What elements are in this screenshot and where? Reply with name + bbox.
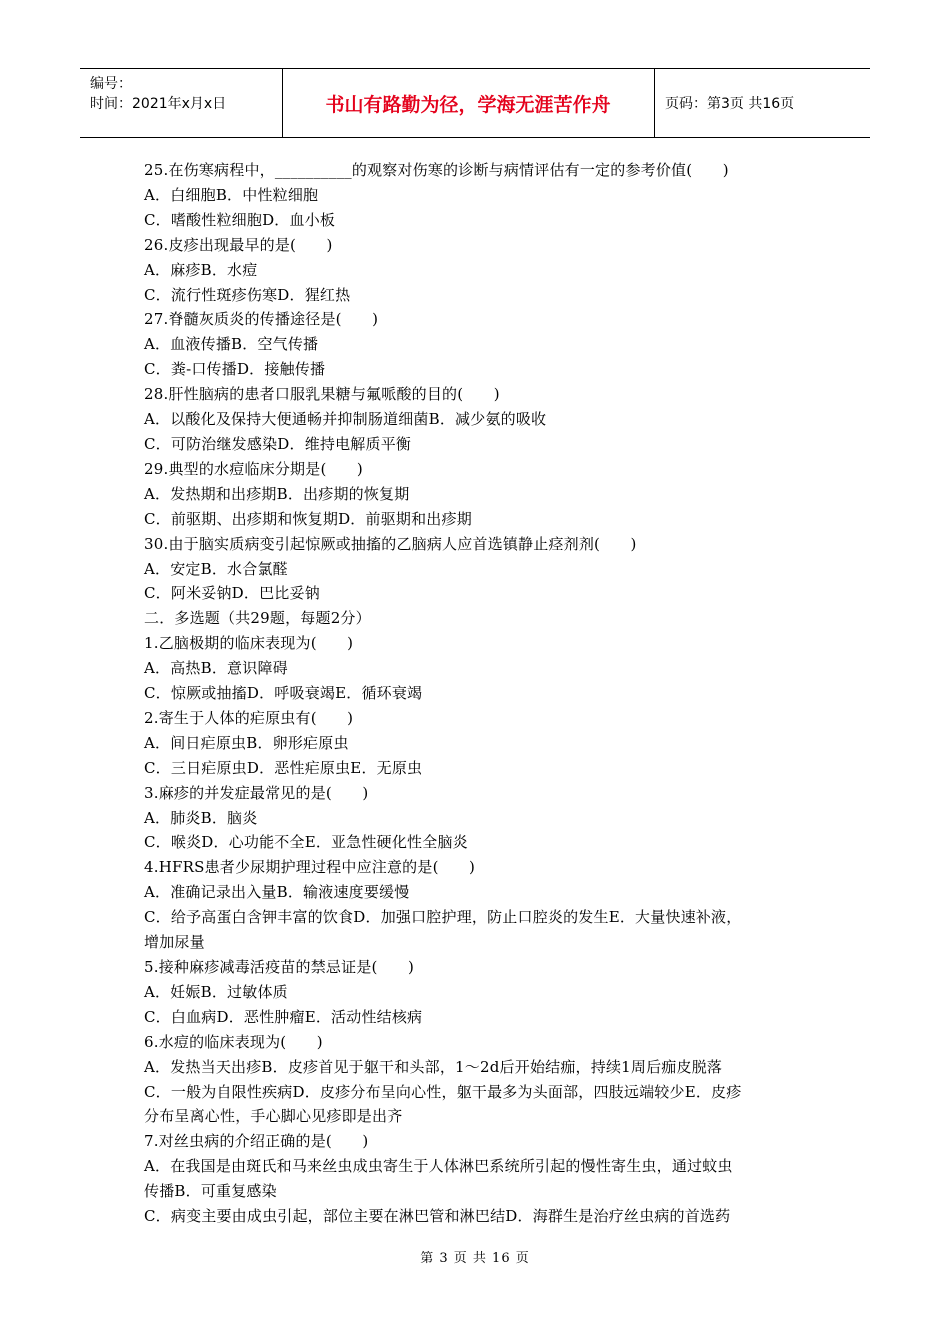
option-line: A．妊娠B．过敏体质 [144, 982, 288, 1001]
header-motto: 书山有路勤为径，学海无涯苦作舟 [282, 69, 655, 137]
time-label: 时间：2021年x月x日 [90, 96, 227, 112]
option-line: A．白细胞B．中性粒细胞 [144, 185, 319, 204]
question-line: 30.由于脑实质病变引起惊厥或抽搐的乙脑病人应首选镇静止痉剂剂( ) [144, 534, 637, 553]
header-page-info: 页码：第3页 共16页 [665, 96, 795, 112]
option-line: C．粪-口传播D．接触传播 [144, 360, 326, 379]
option-line: 分布呈离心性，手心脚心见疹即是出齐 [144, 1107, 403, 1126]
option-line: C．可防治继发感染D．维持电解质平衡 [144, 434, 412, 453]
question-line: 25.在伤寒病程中，__________的观察对伤寒的诊断与病情评估有一定的参考价值( ) [144, 161, 729, 179]
question-line: 29.典型的水痘临床分期是( ) [144, 459, 363, 478]
option-line: A．高热B．意识障碍 [144, 659, 288, 678]
document-body [144, 158, 812, 1229]
question-line: 6.水痘的临床表现为( ) [144, 1032, 323, 1051]
option-line: A．发热期和出疹期B．出疹期的恢复期 [144, 484, 410, 503]
option-line: A．间日疟原虫B．卵形疟原虫 [144, 733, 349, 752]
option-line: 传播B．可重复感染 [144, 1182, 277, 1201]
option-line: C．嗜酸性粒细胞D．血小板 [144, 210, 336, 229]
option-line: C．惊厥或抽搐D．呼吸衰竭E．循环衰竭 [144, 684, 423, 703]
option-line: A．发热当天出疹B．皮疹首见于躯干和头部，1～2d后开始结痂，持续1周后痂皮脱落 [144, 1057, 723, 1076]
option-line: C．白血病D．恶性肿瘤E．活动性结核病 [144, 1007, 423, 1026]
question-line: 3.麻疹的并发症最常见的是( ) [144, 783, 369, 802]
header-meta [80, 69, 283, 137]
option-line: C．阿米妥钠D．巴比妥钠 [144, 584, 320, 603]
option-line: A．以酸化及保持大便通畅并抑制肠道细菌B．减少氨的吸收 [144, 410, 547, 429]
page-header [80, 68, 870, 138]
option-line: C．前驱期、出疹期和恢复期D．前驱期和出疹期 [144, 509, 472, 528]
question-line: 28.肝性脑病的患者口服乳果糖与氟哌酸的目的( ) [144, 385, 500, 404]
question-line: 7.对丝虫病的介绍正确的是( ) [144, 1132, 369, 1151]
option-line: C．病变主要由成虫引起，部位主要在淋巴管和淋巴结D．海群生是治疗丝虫病的首选药 [144, 1207, 731, 1226]
section-heading: 二．多选题（共29题，每题2分） [144, 609, 371, 628]
number-label: 编号： [90, 76, 132, 92]
option-line: A．在我国是由斑氏和马来丝虫成虫寄生于人体淋巴系统所引起的慢性寄生虫，通过蚊虫 [144, 1157, 733, 1176]
option-line: 增加尿量 [144, 933, 205, 952]
option-line: C．一般为自限性疾病D．皮疹分布呈向心性，躯干最多为头面部，四肢远端较少E．皮疹 [144, 1082, 742, 1101]
question-line: 26.皮疹出现最早的是( ) [144, 235, 333, 254]
question-line: 27.脊髓灰质炎的传播途径是( ) [144, 310, 379, 329]
option-line: C．给予高蛋白含钾丰富的饮食D．加强口腔护理，防止口腔炎的发生E．大量快速补液， [144, 908, 742, 927]
option-line: A．肺炎B．脑炎 [144, 808, 258, 827]
option-line: C．喉炎D．心功能不全E．亚急性硬化性全脑炎 [144, 833, 468, 852]
option-line: A．准确记录出入量B．输液速度要缓慢 [144, 883, 410, 902]
question-line: 2.寄生于人体的疟原虫有( ) [144, 708, 354, 727]
question-line: 5.接种麻疹减毒活疫苗的禁忌证是( ) [144, 958, 415, 976]
option-line: A．麻疹B．水痘 [144, 260, 258, 279]
question-line: 4.HFRS患者少尿期护理过程中应注意的是( ) [144, 858, 476, 877]
option-line: A．血液传播B．空气传播 [144, 335, 319, 354]
option-line: C．三日疟原虫D．恶性疟原虫E．无原虫 [144, 758, 423, 777]
option-line: A．安定B．水合氯醛 [144, 559, 288, 578]
question-line: 1.乙脑极期的临床表现为( ) [144, 634, 354, 653]
option-line: C．流行性斑疹伤寒D．猩红热 [144, 285, 351, 304]
page-footer: 第 3 页 共 16 页 [420, 1251, 530, 1266]
